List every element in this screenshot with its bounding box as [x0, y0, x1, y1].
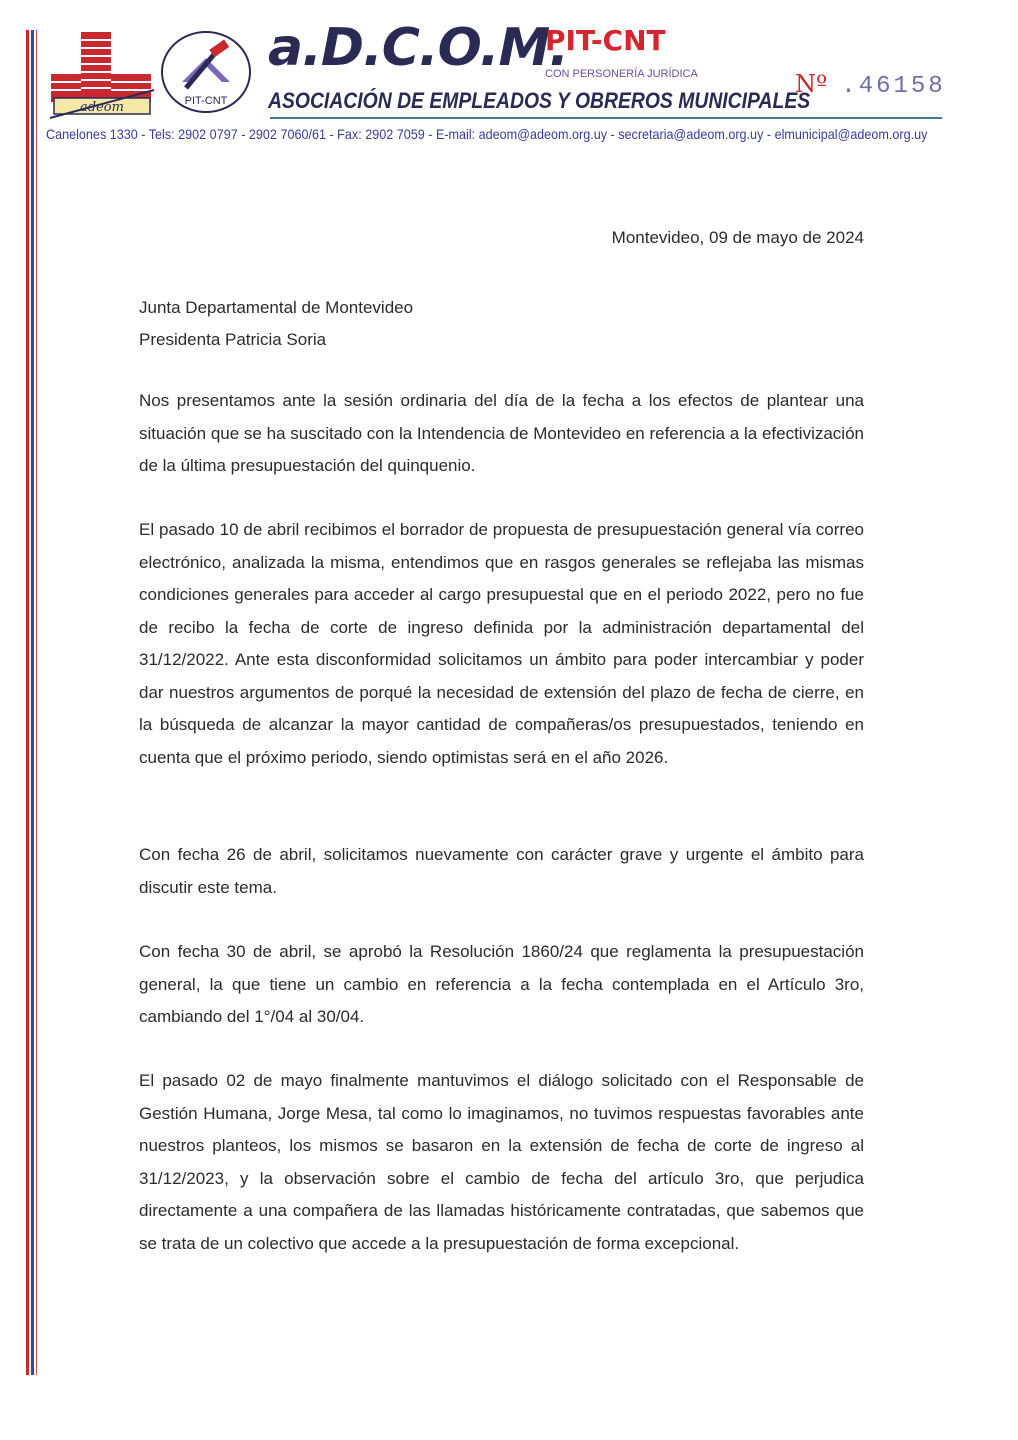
number-prefix: Nº — [795, 70, 828, 98]
paragraph: Nos presentamos ante la sesión ordinaria del día de la fecha a los efectos de plantear una situación que se ha suscitado con la Intendencia de Montevideo en referencia a la efectivización de la última presupuestación del quinquenio. — [139, 391, 864, 475]
contact-line: Canelones 1330 - Tels: 2902 0797 - 2902 7060/61 - Fax: 2902 7059 - E-mail: adeom@adeom.org.uy - secretaria@adeom.org.uy - elmunicipal@adeom.org.uy — [46, 126, 928, 142]
adeom-brand-title: a.D.C.O.M. — [268, 18, 568, 78]
association-name: ASOCIACIÓN DE EMPLEADOS Y OBREROS MUNICIPALES — [268, 88, 811, 113]
adeom-building-logo — [46, 30, 158, 120]
addressee-block — [139, 292, 413, 356]
margin-line-blue — [31, 30, 34, 1375]
paragraph: El pasado 10 de abril recibimos el borrador de propuesta de presupuestación general vía correo electrónico, analizada la misma, entendimos que en rasgos generales se reflejaba las mismas condiciones generales para acceder al cargo presupuestal que en el periodo 2022, pero no fue de recibo la fecha de corte de ingreso definida por la administración departamental del 31/12/2022. Ante esta disconformidad solicitamos un ámbito para poder intercambiar y poder dar nuestros argumentos de porqué la necesidad de extensión del plazo de fecha de cierre, en la búsqueda de alcanzar la mayor cantidad de compañeras/os presupuestados, teniendo en cuenta que el próximo periodo, siendo optimistas será en el año 2026. — [139, 520, 864, 767]
number-value: .46158 — [841, 73, 946, 100]
paragraph: El pasado 02 de mayo finalmente mantuvimos el diálogo solicitado con el Responsable de Gestión Humana, Jorge Mesa, tal como lo imaginamos, no tuvimos respuestas favorables ante nuestros planteos, los mismos se basaron en la extensión de fecha de corte de ingreso al 31/12/2023, y la observación sobre el cambio de fecha del artículo 3ro, que perjudica directamente a una compañera de las llamadas históricamente contratadas, que sabemos que se trata de un colectivo que accede a la presupuestación de forma excepcional. — [139, 1071, 864, 1253]
paragraph: Con fecha 30 de abril, se aprobó la Resolución 1860/24 que reglamenta la presupuestación general, la que tiene un cambio en referencia a la fecha contemplada en el Artículo 3ro, cambiando del 1°/04 al 30/04. — [139, 942, 864, 1026]
personeria-juridica: CON PERSONERÍA JURÍDICA — [545, 68, 698, 80]
document-number — [795, 70, 946, 100]
margin-line-red — [26, 30, 29, 1375]
header-divider — [270, 117, 942, 119]
addressee-line: Junta Departamental de Montevideo — [139, 298, 414, 317]
margin-line-red-thin — [36, 30, 37, 1375]
pit-cnt-title: PIT-CNT — [545, 24, 666, 57]
circle-logo-label: PIT-CNT — [184, 95, 228, 107]
letter-date: Montevideo, 09 de mayo de 2024 — [611, 228, 864, 247]
addressee-line: Presidenta Patricia Soria — [139, 330, 327, 349]
paragraph: Con fecha 26 de abril, solicitamos nuevamente con carácter grave y urgente el ámbito para discutir este tema. — [139, 845, 864, 897]
building-logo-label: adeom — [80, 100, 124, 115]
pit-cnt-circle-logo — [160, 30, 252, 114]
